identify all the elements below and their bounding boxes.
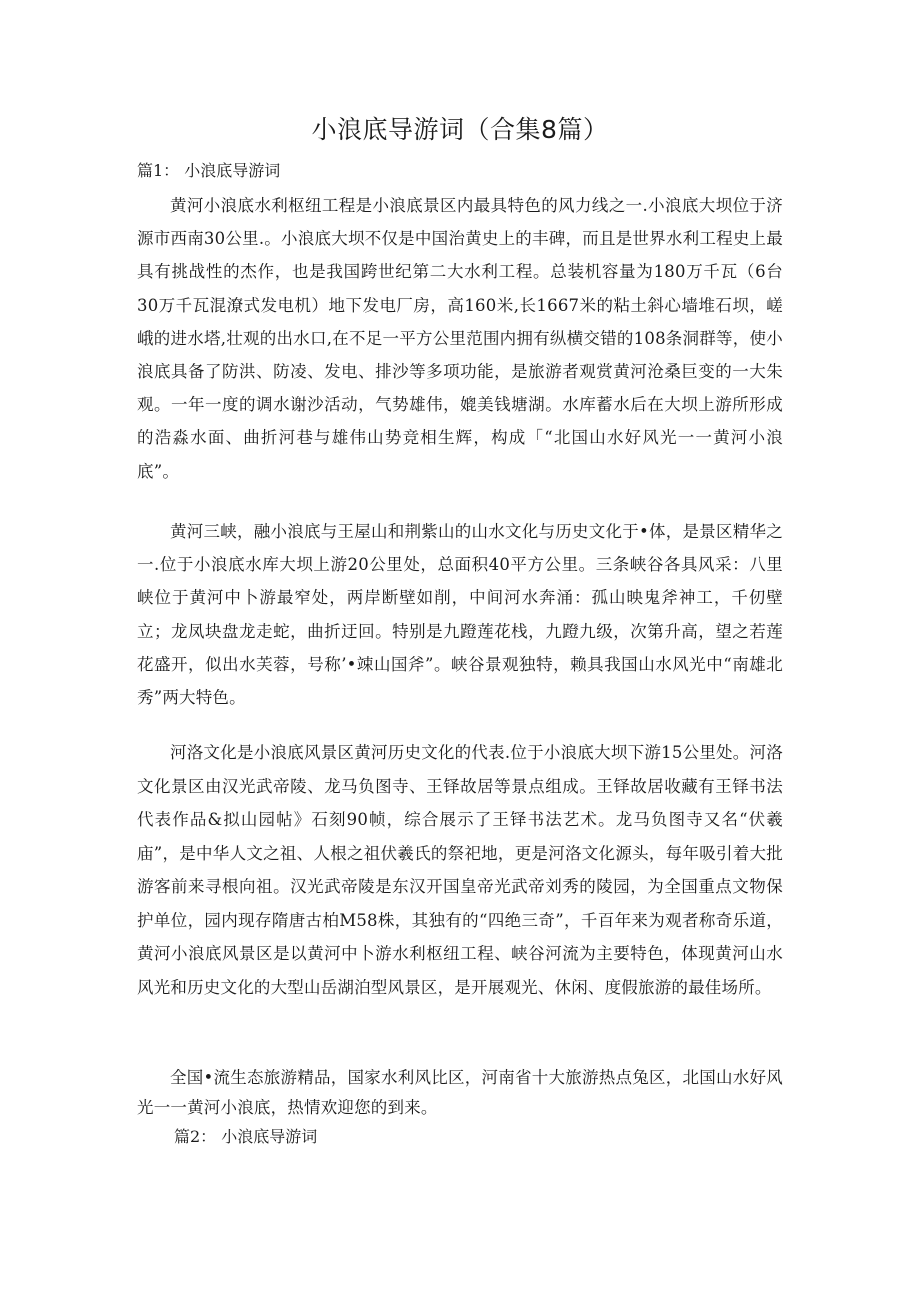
- section-heading-1: 篇1： 小浪底导游词: [137, 161, 281, 180]
- paragraph-welcome: 全国•流生态旅游精品，国家水利风比区，河南省十大旅游热点兔区，北国山水好风光一一黄河小浪底，热情欢迎您的到来。: [137, 1068, 783, 1117]
- paragraph-heluo-culture: 河洛文化是小浪底风景区黄河历史文化的代表.位于小浪底大坝下游15公里处。河洛文化景区由汉光武帝陵、龙马负图寺、王铎故居等景点组成。王铎故居收藏有王铎书法代表作品&拟山园帖》石刻90帧，综合展示了王铎书法艺术。龙马负图寺又名“伏羲庙”，是中华人文之祖、人根之祖伏羲氏的祭祀地，更是河洛文化源头，每年吸引着大批游客前来寻根向祖。汉光武帝陵是东汉开国皇帝光武帝刘秀的陵园，为全国重点文物保护单位，园内现存隋唐古柏M58株，其独有的“四绝三奇”，千百年来为观者称奇乐道，黄河小浪底风景区是以黄河中卜游水利枢纽工程、峡谷河流为主要特色，体现黄河山水风光和历史文化的大型山岳湖泊型风景区，是开展观光、休闲、度假旅游的最佳场所。: [137, 743, 783, 997]
- section-heading-2: 篇2： 小浪底导游词: [174, 1127, 318, 1146]
- paragraph-three-gorges: 黄河三峡，融小浪底与王屋山和荆紫山的山水文化与历史文化于•体，是景区精华之一.位于小浪底水库大坝上游20公里处，总面积40平方公里。三条峡谷各具风采：八里峡位于黄河中卜游最窄处，两岸断壁如削，中间河水奔涌：孤山映鬼斧神工，千仞壁立；龙凤块盘龙走蛇，曲折迂回。特别是九蹬莲花栈，九蹬九级，次第升高，望之若莲花盛开，似出水芙蓉，号称’•竦山国斧”。峡谷景观独特，赖具我国山水风光中“南雄北秀”两大特色。: [137, 522, 783, 708]
- paragraph-dam: 黄河小浪底水利枢纽工程是小浪底景区内最具特色的风力线之一.小浪底大坝位于济源市西南30公里.。小浪底大坝不仅是中国治黄史上的丰碑，而且是世界水利工程史上最具有挑战性的杰作，也是我国跨世纪第二大水利工程。总装机容量为180万千瓦（6台30万千瓦混潦式发电机）地下发电厂房，高160米,长1667米的粘土斜心墙堆石坝，嵯峨的进水塔,壮观的出水口,在不足一平方公里范围内拥有纵横交错的108条洞群等，使小浪底具备了防洪、防凌、发电、排沙等多项功能，是旅游者观赏黄河沧桑巨变的一大朱观。一年一度的调水谢沙活动，气势雄伟，媲美钱塘湖。水库蓄水后在大坝上游所形成的浩淼水面、曲折河巷与雄伟山势竞相生辉，构成「“北国山水好风光一一黄河小浪底”。: [137, 196, 783, 481]
- document-title: 小浪底导游词（合集8篇）: [311, 115, 609, 144]
